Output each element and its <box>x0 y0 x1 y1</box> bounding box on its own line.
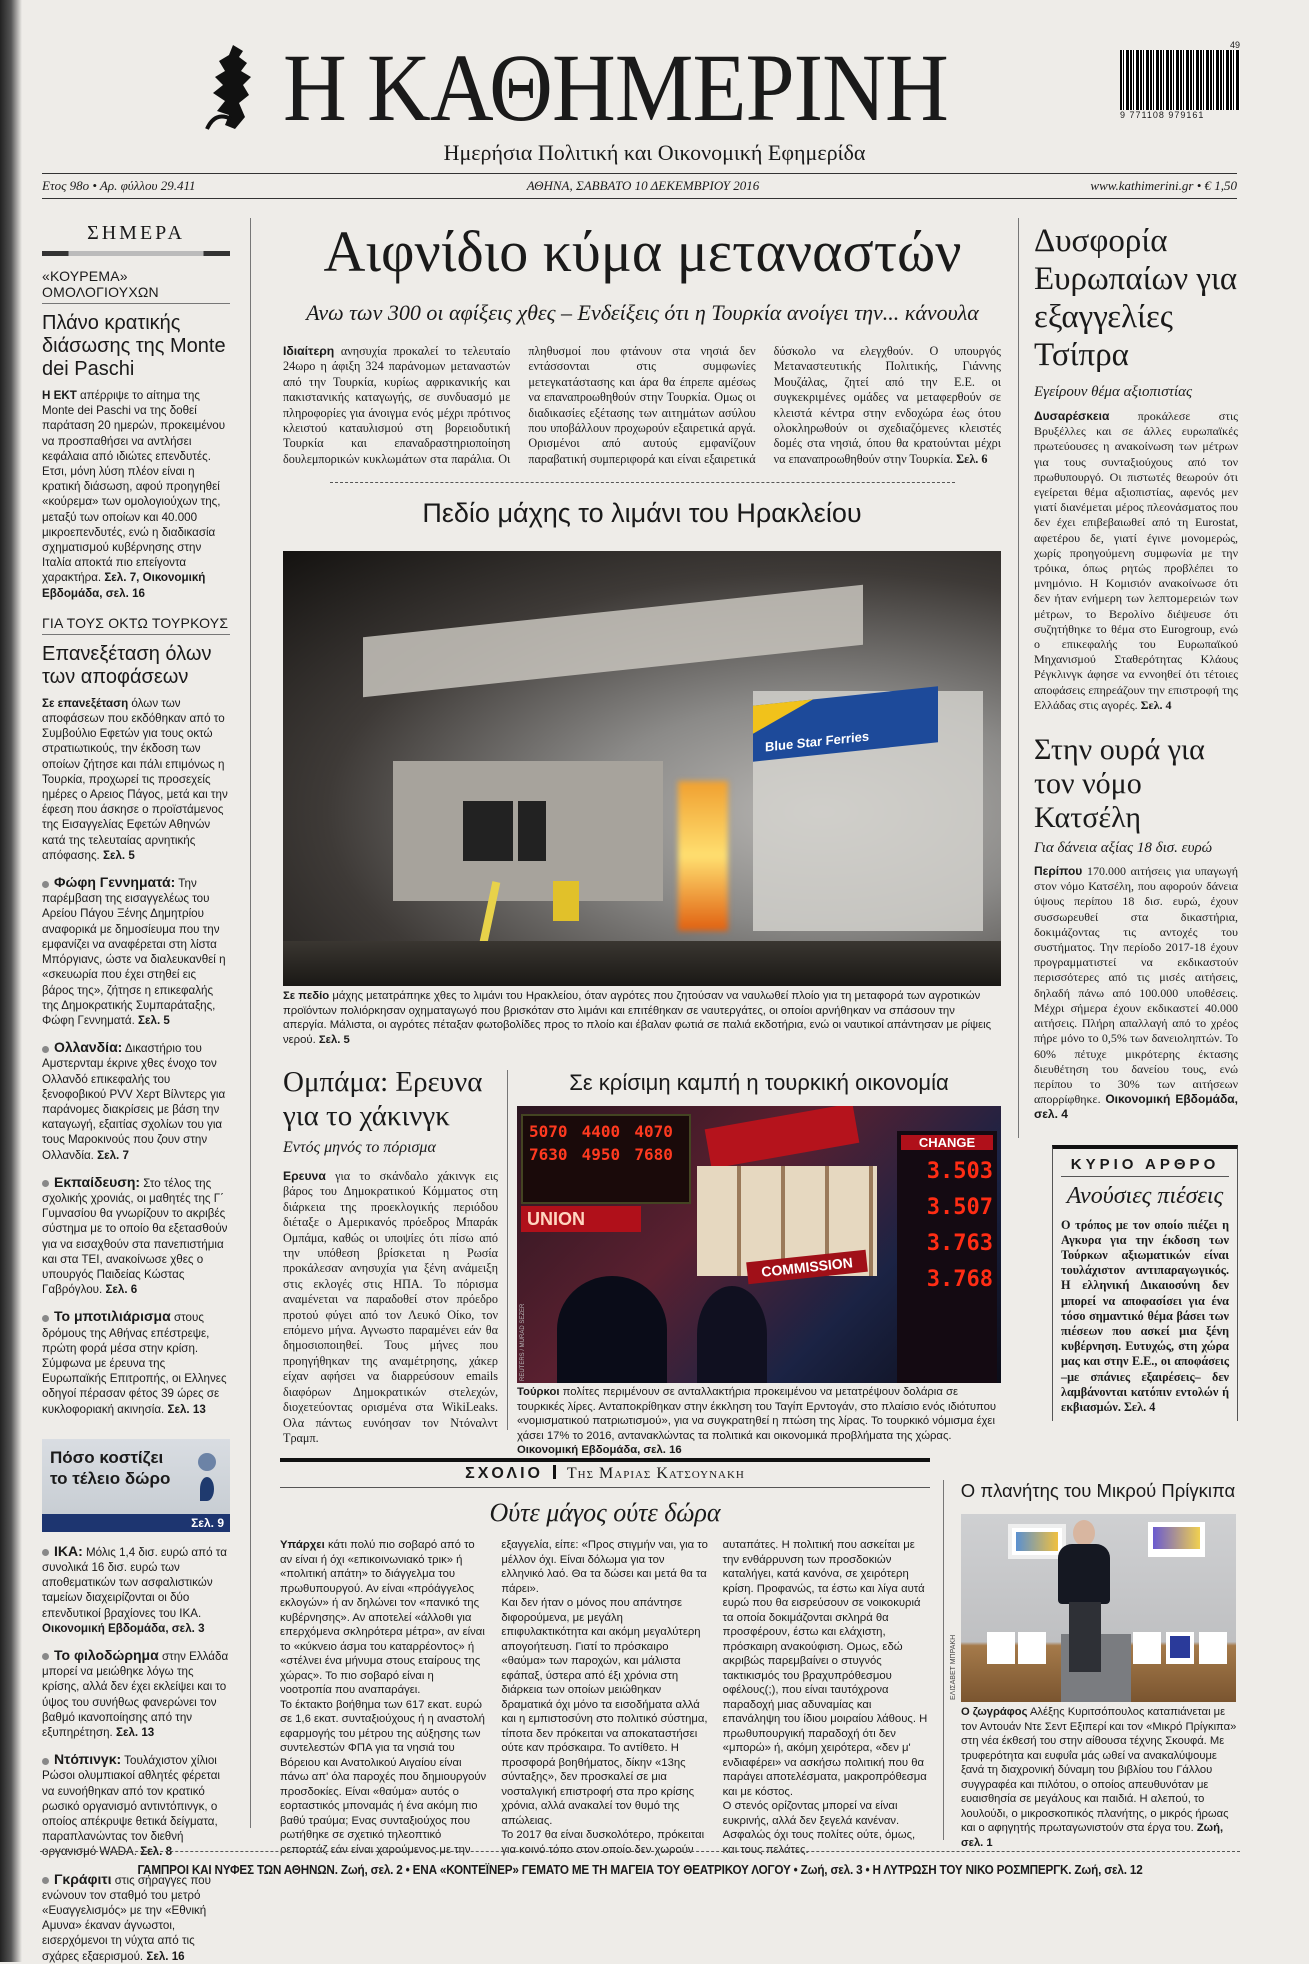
news-brief: Γκράφιτι στις σήραγγες που ενώνουν τον σταθμό του μετρό «Ευαγγελισμός» με την «Εθνική Αμυνα» έκαναν άγνωστοι, εισερχόμενοι τη νύχτα από τις σχάρες εξαερισμού. Σελ. 16 <box>42 1870 211 1963</box>
news-brief: Ολλανδία: Δικαστήριο του Αμστερνταμ έκρινε χθες ένοχο τον Ολλανδό επικεφαλής του ξενοφοβικού PVV Χερτ Βίλντερς για παράνομες διακρίσεις με βάση την καταγωγή, εξαιτίας σχολίων του για τους Μαροκινούς που ζουν στην Ολλανδία. Σελ. 7 <box>42 1039 226 1162</box>
promo-title: Πόσο κοστίζει το τέλειο δώρο <box>50 1447 171 1488</box>
article-subhead: Εγείρουν θέμα αξιοπιστίας <box>1034 384 1193 400</box>
news-brief: Ντόπινγκ: Τουλάχιστον χίλιοι Ρώσοι ολυμπιακοί αθλητές φέρεται να ευνοήθηκαν από τον κρατικό ρωσικό οργανισμό αντιντόπινγκ, ο οποίος απέκρυψε θετικά δείγματα, παραπλανώντας τον διεθνή οργανισμό WADA. Σελ. 8 <box>42 1751 221 1859</box>
today-column <box>42 222 230 1964</box>
rate-display: CHANGE 3.503 3.507 3.763 3.768 <box>897 1131 997 1383</box>
heraklion-headline[interactable]: Πεδίο μάχης το λιμάνι του Ηρακλείου <box>422 498 862 528</box>
board-rate: 4400 <box>581 1122 621 1141</box>
editorial-headline[interactable]: Ανούσιες πιέσεις <box>1066 1182 1224 1209</box>
article-headline[interactable]: Δυσφορία Ευρωπαίων για εξαγγελίες Τσίπρα <box>1034 223 1238 373</box>
union-sign: UNION <box>521 1206 641 1232</box>
gift-promo[interactable] <box>42 1439 230 1532</box>
exchange-rate: 3.768 <box>926 1267 993 1292</box>
bullet-icon <box>42 1315 49 1322</box>
article-headline[interactable]: Επανεξέταση όλων των αποφάσεων <box>42 642 212 688</box>
heraklion-caption: Σε πεδίο μάχης μετατράπηκε χθες το λιμάνι του Ηρακλείου, όταν αγρότες που ζητούσαν να ναυλωθεί πλοίο για τη μεταφορά των αγροτικών προϊόντων πολιόρκησαν οχηματαγωγό που βρισκόταν στο λιμάνι και επιτέθηκαν σε ναυτεργάτες, οι οποίοι αρνήθηκαν να σπάσουν την απεργία. Μάλιστα, οι αγρότες πέταξαν φωτοβολίδες προς το πλοίο και έβαλαν φωτιά σε παλιά εκδοτήρια, ενώ οι ναυτικοί απάντησαν με ρίψεις νερού. Σελ. 5 <box>283 990 992 1046</box>
barcode-issue: 49 <box>1229 40 1240 50</box>
article-headline[interactable]: Ομπάμα: Ερευνα για το χάκινγκ <box>283 1066 483 1132</box>
semicolon-icon <box>198 1453 216 1471</box>
bullet-icon <box>42 1653 49 1660</box>
harbor-fire-photo <box>283 551 1001 986</box>
editorial-box <box>1052 1145 1238 1422</box>
dashed-divider <box>40 1851 1240 1852</box>
article-subhead: Για δάνεια αξίας 18 δισ. ευρώ <box>1034 840 1213 857</box>
today-label: ΣΗΜΕΡΑ <box>87 222 185 244</box>
promo-page: Σελ. 9 <box>42 1514 230 1532</box>
date: ΑΘΗΝΑ, ΣΑΒΒΑΤΟ 10 ΔΕΚΕΜΒΡΙΟΥ 2016 <box>526 178 760 193</box>
comment-headline[interactable]: Ούτε μάγος ούτε δώρα <box>489 1498 721 1527</box>
barcode-number: 9 771108 979161 <box>1120 110 1205 120</box>
turkey-caption: Τούρκοι πολίτες περιμένουν σε ανταλλακτήρια προκειμένου να μετατρέψουν δολάρια σε τουρκικές λίρες. Ανταποκρίθηκαν στην έκκληση του Ταγίπ Ερντογάν, στο πλαίσιο ενός ιδιότυπου «νομισματικού πατριωτισμού», για να συγκρατηθεί η πτώση της λίρας. Το τουρκικό νόμισμα έχει χάσει 17% το 2016, αντανακλώντας τα πολιτικά και οικονομικά προβλήματα της χώρας. Οικονομική Εβδομάδα, σελ. 16 <box>517 1386 997 1457</box>
lead-headline[interactable]: Αιφνίδιο κύμα μεταναστών <box>323 219 962 284</box>
exchange-rate: 3.503 <box>926 1159 993 1184</box>
article-text: Σε επανεξέταση όλων των αποφάσεων που εκδόθηκαν από το Συμβούλιο Εφετών για τους οκτώ στρατιωτικούς, την έκδοση των οποίων ζήτησε και πάλι επιμόνως η Τουρκία, προχωρεί τις προσεχείς ημέρες ο Αρειος Πάγος, μετά και την έφεση που άσκησε ο προϊστάμενος της Εισαγγελίας Εφετών Αθηνών κατά της τελευταίας αρνητικής απόφασης. Σελ. 5 <box>42 696 228 862</box>
rate-board <box>521 1114 691 1204</box>
photo-credit: REUTERS / MURAD SEZER <box>520 1303 526 1381</box>
exchange-rate: 3.763 <box>926 1231 993 1256</box>
editorial-text: Ο τρόπος με τον οποίο πιέζει η Αγκυρα για την έκδοση των Τούρκων αξιωματικών είναι τουλάχιστον αντιπαραγωγικός. Η ελληνική Δικαιοσύνη δεν μπορεί να αποφασίσει για ένα τόσο σημαντικό θέμα βάσει των πιέσεων που ασκεί μια ξένη κυβέρνηση. Ευτυχώς, στη χώρα μας και στην Ε.Ε., οι αποφάσεις –με σπάνιες εξαιρέσεις– δεν λαμβάνονται κατόπιν εντολών ή εκβιασμών. Σελ. 4 <box>1061 1217 1229 1414</box>
column-divider <box>1018 218 1019 1138</box>
article-text: Η ΕΚΤ απέρριψε το αίτημα της Monte dei Paschi να της δοθεί παράταση 20 ημερών, προκειμένου να προσπαθήσει να αντλήσει κεφάλαια από ιδιώτες επενδυτές. Ετσι, μόνη λύση πλέον είναι η κρατική διάσωση, αφού προηγηθεί «κούρεμα» των ομολογιούχων της, μεταξύ των οποίων και 40.000 μικροεπενδυτές, ενώ η διαδικασία σχηματισμού κυβέρνησης στην Ιταλία αποκτά πιο επείγοντα χαρακτήρα. Σελ. 7, Οικονομική Εβδομάδα, σελ. 16 <box>42 389 226 600</box>
divider <box>42 198 1237 199</box>
bullet-icon <box>42 1758 49 1765</box>
board-rate: 7630 <box>529 1145 568 1164</box>
board-rate: 4950 <box>581 1145 621 1164</box>
newspaper-title: Η ΚΑΘΗΜΕΡΙΝΗ <box>283 34 948 141</box>
dashed-divider <box>330 482 955 483</box>
blue-star-ferries-sign: Blue Star Ferries <box>753 686 938 761</box>
page-edge-shadow <box>0 0 22 1962</box>
bullet-icon <box>42 1877 49 1884</box>
news-brief: Φώφη Γεννηματά: Την παρέμβαση της εισαγγελέως του Αρείου Πάγου Ξένης Δημητρίου αναφορικά με δημοσίευμα που την εμφανίζει να αναφέρεται στη λίστα Μπόργιανς, ώστε να διαλευκανθεί η «σκευωρία που έχει στηθεί εις βάρος της», ζήτησε η επικεφαλής της Δημοκρατικής Συμπαράταξης, Φώφη Γεννηματά. Σελ. 5 <box>42 874 226 1027</box>
article-headline[interactable]: Πλάνο κρατικής διάσωσης της Monte dei Paschi <box>42 312 226 380</box>
lead-subhead: Ανω των 300 οι αφίξεις χθες – Ενδείξεις ότι η Τουρκία ανοίγει την... κάνουλα <box>306 300 979 325</box>
exchange-office-photo <box>517 1106 1001 1383</box>
kicker: «ΚΟΥΡΕΜΑ» ΟΜΟΛΟΓΙΟΥΧΩΝ <box>42 268 230 304</box>
news-brief: Το φιλοδώρημα στην Ελλάδα μπορεί να μειώθηκε λόγω της κρίσης, αλλά δεν έχει εκλείψει και το ύψος του συνήθως φανερώνει τον βαθμό ικανοποίησης από την εξυπηρέτηση. Σελ. 13 <box>42 1647 229 1740</box>
news-brief: Εκπαίδευση: Στο τέλος της σχολικής χρονιάς, οι μαθητές της Γ΄ Γυμνασίου θα γνωρίζουν το ακριβές σύστημα με το οποίο θα εξετασθούν για να εισαχθούν στα πανεπιστήμια και στα ΤΕΙ, ανακοίνωσε χθες ο υπουργός Παιδείας Κώστας Γαβρόγλου. Σελ. 6 <box>42 1173 228 1297</box>
comment-text: Υπάρχει κάτι πολύ πιο σοβαρό από το αν είναι ή όχι «επικοινωνιακό τρικ» ή «πολιτική απάτη» το διάγγελμα του πρωθυπουργού. Αν είναι «πρόάγγελος εκλογών» ή αν δηλώνει τον «πανικό της κυβέρνησης». Αν αποτελεί «άλλοθι για επερχόμενα σκληρότερα μέτρα», αν είναι το «κύκνειο άσμα του καταρρέοντος» ή «στέλνει ένα μήνυμα στους εταίρους της χώρας». Το πιο σοβαρό είναι η νοοτροπία που αναπαράγει. Το έκτακτο βοήθημα των 617 εκατ. ευρώ σε 1,6 εκατ. συνταξιούχους ή η αναστολή εφαρμογής του μέτρου της αύξησης των συντελεστών ΦΠΑ για τα νησιά του Βόρειου και Ανατολικού Αιγαίου είναι πάνω απ' όλα παροχές που δημιουργούν προσδοκίες. Είναι «θαύμα» αυτός ο εορταστικός μποναμάς ή ένα ακόμη πιο βαθύ τραύμα; Ενας συνταξιούχος που ρωτήθηκε σε σχετικό τηλεοπτικό ρεπορτάζ εάν είναι χαρούμενος με την εξαγγελία, είπε: «Προς στιγμήν ναι, για το μέλλον όχι. Είναι δόλωμα για τον ελληνικό λαό. Θα τα δώσει και μετά θα τα πάρει». Και δεν ήταν ο μόνος που απάντησε διφορούμενα, με μεγάλη επιφυλακτικότητα και ακόμη μεγαλύτερη απογοήτευση. Γιατί το πρόσκαιρο «θαύμα» των παροχών, και μάλιστα εφάπαξ, ύστερα από έξι χρόνια στη διάρκεια των οποίων μειώθηκαν δραματικά όχι μόνο τα εισοδήματα αλλά και η εμπιστοσύνη στο πολιτικό σύστημα, τίποτα δεν πρόκειται να αποκαταστήσει ούτε καν πρόσκαιρα. Το αντίθετο. Η προσφορά βοηθήματος, δίκην «13ης σύνταξης», δεν προσκαλεί σε μια νοσταλγική επιστροφή στα προ κρίσης χρόνια, αλλά ανακαλεί τον θυμό της απώλειας. Το 2017 θα είναι δυσκολότερο, πρόκειται για κοινό τόπο στον οποίο δεν χωρούν αυταπάτες. Η πολιτική που ασκείται με την ενθάρρυνση των προσδοκιών καταλήγει, κατά κανόνα, σε χειρότερη κρίση. Προφανώς, τα έστω και λίγα αυτά ευρώ που θα εισρεύσουν σε νοικοκυριά τα οποία δοκιμάζονται σκληρά θα προσφέρουν, έστω και ελάχιστη, πρόσκαιρη ανακούφιση. Ομως, εδώ ακριβώς παρεμβαίνει ο στυγνός τακτικισμός του βραχυπρόθεσμου οφέλους(;), που είναι ταυτόχρονα παραδοχή μιας αδυναμίας και επανάληψη του ίδιου μοιραίου λάθους. Η πρωθυπουργική παραδοχή ότι δεν «μπορώ» ή, ακόμη χειρότερα, «δεν μ' ενδιαφέρει» να ασκήσω πολιτική που θα παράγει αποτελέσματα, μακροπρόθεσμα και με κόστος. Ο στενός ορίζοντας μπορεί να είναι ευκρινής, αλλά δεν ξεγελά κανέναν. Ασφαλώς όχι τους πολίτες ούτε, όμως, και τους πελάτες. <box>280 1539 928 1856</box>
masthead <box>195 34 1035 141</box>
bullet-icon <box>42 1549 49 1556</box>
bullet-icon <box>42 1180 49 1187</box>
photo-credit: ΕΛΙΣΑΒΕΤ ΜΠΡΑΚΗ <box>950 1634 957 1700</box>
kicker: ΓΙΑ ΤΟΥΣ ΟΚΤΩ ΤΟΥΡΚΟΥΣ <box>42 615 230 635</box>
divider <box>42 173 1237 174</box>
column-divider <box>943 1480 944 1840</box>
barcode-bars <box>1120 50 1240 110</box>
website-price[interactable]: www.kathimerini.gr • € 1,50 <box>1090 178 1237 193</box>
painter-photo <box>961 1514 1236 1702</box>
article-text: Ερευνα για το σκάνδαλο χάκινγκ εις βάρος του Δημοκρατικού Κόμματος στη διάρκεια της προεκλογικής περιόδου διέταξε ο Αμερικανός πρόεδρος Μπαράκ Ομπάμα, καθώς οι υποψίες ότι πίσω από την υπόθεση βρίσκεται η Ρωσία προκάλεσαν ανησυχία για ξένη ανάμειξη στις εκλογές στις ΗΠΑ. Το πόρισμα αναμένεται να παραδοθεί στον πρόεδρο προτού φύγει από τον Λευκό Οίκο, τον επόμενο μήνα. Αγνωστο παραμένει εάν θα δημοσιοποιηθεί. Τους μήνες που προηγήθηκαν της αναμέτρησης, χάκερ είχαν αφήσει να διαρρεύσουν emails διαφόρων Δημοκρατικών στελεχών, διοχετεύοντας ορισμένα στα WikiLeaks. Ολα πάντως ευνόησαν τον Ντόναλντ Τραμπ. <box>283 1169 498 1445</box>
prince-headline[interactable]: Ο πλανήτης του Μικρού Πρίγκιπα <box>960 1480 1236 1501</box>
turkey-headline[interactable]: Σε κρίσιμη καμπή η τουρκική οικονομία <box>569 1070 949 1095</box>
comment-label: ΣΧΟΛΙΟ <box>465 1465 543 1482</box>
board-rate: 5070 <box>529 1122 568 1141</box>
column-divider <box>507 1070 508 1430</box>
issue-info: Ετος 98ο • Αρ. φύλλου 29.411 <box>42 178 196 193</box>
lead-text: Ιδιαίτερη ανησυχία προκαλεί το τελευταίο 24ωρο η άφιξη 324 παράνομων μεταναστών από την Τουρκία, κυρίως αφρικανικής και πακιστανικής καταγωγής, σε συνδυασμό με πληροφορίες για άνοιγμα ενός μέχρι πρότινος κλειστού καταυλισμού στη βορειοδυτική Τουρκία και επαναδραστηριοποίηση δουλεμπορικών κυκλωμάτων στα παράλια. Οι πληθυσμοί που φτάνουν στα νησιά δεν εντάσσονται στις συμφωνίες μετεγκατάστασης και άρα θα έπρεπε αμέσως να επαναπροωθηθούν στην Τουρκία. Ομως οι διαδικασίες εξέτασης των αιτημάτων ασύλου που υποβάλλουν προχωρούν εξαιρετικά αργά. Ορισμένοι από αυτούς εμφανίζουν παραβατική συμπεριφορά και είναι εξαιρετικά δύσκολο να ελεγχθούν. Ο υπουργός Μεταναστευτικής Πολιτικής, Γιάννης Μουζάλας, ζητεί από την Ε.Ε. οι συγκεκριμένες ομάδες να μεταφερθούν σε κλειστά κέντρα στην ενδοχώρα έως ότου ολοκληρωθούν οι σχεδιαζόμενες κλειστές δομές στα νησιά, όπου θα κρατούνται μέχρι να επαναπροωθηθούν στην Τουρκία. Σελ. 6 <box>283 344 1001 466</box>
dateline <box>42 178 1237 194</box>
article-text: Περίπου 170.000 αιτήσεις για υπαγωγή στον νόμο Κατσέλη, που αφορούν δάνεια ύψους περίπου 18 δισ. ευρώ, έχουν συσσωρευθεί στα δικαστήρια, δοκιμάζοντας τις αντοχές του συστήματος. Την περίοδο 2017-18 έχουν προγραμματιστεί να εκδικαστούν περισσότερες από τις μισές αιτήσεις, δηλαδή πάνω από 100.000 υποθέσεις. Μέχρι σήμερα έχουν εκδικαστεί 40.000 αιτήσεις. Πλήρη απαλλαγή από το χρέος πήρε μόνο το 0,5% των δανειοληπτών. Το 60% πέτυχε μικρότερης έκτασης διευθέτηση του δανείου τους, ενώ περίπου το 30% των αιτήσεων απορρίφθηκε. Οικονομική Εβδομάδα, σελ. 4 <box>1034 864 1238 1122</box>
exchange-rate: 3.507 <box>926 1195 993 1220</box>
divider <box>280 1458 930 1462</box>
prince-caption: Ο ζωγράφος Αλέξης Κυριτσόπουλος καταπιάνεται με τον Αντουάν Ντε Σεντ Εξιπερί και τον «Μικρό Πρίγκιπα» στη νέα έκθεσή του στην αίθουσα τέχνης Σκουφά. Με τρυφερότητα και ευφυΐα μάς ωθεί να ανακαλύψουμε ξανά τη διαχρονική δύναμη του βιβλίου του Γάλλου συγγραφέα και πιλότου, ο οποίος απευθυνόταν με ευαισθησία σε μεγάλους και παιδιά. Η αλεπού, το λουλούδι, ο μικροσκοπικός πλανήτης, ο μικρός ήρωας και ο αφηγητής πρωταγωνιστούν στα έργα του. Ζωή, σελ. 1 <box>961 1706 1237 1849</box>
bullet-icon <box>42 881 49 888</box>
article-headline[interactable]: Στην ουρά για τον νόμο Κατσέλη <box>1034 733 1205 835</box>
article-text: Δυσαρέσκεια προκάλεσε στις Βρυξέλλες και σε άλλες ευρωπαϊκές πρωτεύουσες η ανακοίνωση των μέτρων για τους συνταξιούχους από τον πρωθυπουργό. Οι πιστωτές θεωρούν ότι εγείρεται θέμα αξιοπιστίας, αφενός μεν γιατί διανέμεται μέρος πλεονάσματος που δεν έχει επιβεβαιωθεί από τη Eurostat, αφετέρου δε, γιατί έγινε μονομερώς, χωρίς προηγούμενη συμφωνία με την τρόικα, όπως ρητώς προβλέπει το μνημόνιο. Η Κομισιόν ανακοίνωσε ότι δεν ήταν ενήμερη των λεπτομερειών των μέτρων, το Βερολίνο διέψευσε ότι συζητήθηκε το θέμα στο Eurogroup, ενώ ο επικεφαλής του Ευρωπαϊκού Μηχανισμού Σταθερότητας Κλάους Ρέγκλινγκ άφησε να εννοηθεί ότι τέτοιες αποφάσεις επηρεάζουν την επιστροφή της Ελλάδας στις αγορές. Σελ. 4 <box>1034 409 1238 712</box>
fire <box>678 781 728 931</box>
bullet-icon <box>42 1046 49 1053</box>
commission-sign: COMMISSION <box>746 1250 868 1284</box>
news-brief: ΙΚΑ: Μόλις 1,4 δισ. ευρώ από τα συνολικά 16 δισ. ευρώ των αποθεματικών των ασφαλιστικών ταμείων διαχειρίζονται οι δύο επενδυτικοί βραχίονες του ΙΚΑ. Οικονομική Εβδομάδα, σελ. 3 <box>42 1542 227 1635</box>
comment-header <box>280 1465 930 1488</box>
footer-teasers[interactable]: ΓΑΜΠΡΟΙ ΚΑΙ ΝΥΦΕΣ ΤΩΝ ΑΘΗΝΩΝ. Ζωή, σελ. 2 • ΕΝΑ «ΚΟΝΤΕΪΝΕΡ» ΓΕΜΑΤΟ ΜΕ ΤΗ ΜΑΓΕΙΑ ΤΟΥ ΘΕΑΤΡΙΚΟΥ ΛΟΓΟΥ • Ζωή, σελ. 3 • Η ΛΥΤΡΩΣΗ ΤΟΥ ΝΙΚΟ ΡΟΣΜΠΕΡΓΚ. Ζωή, σελ. 12 <box>137 1863 1143 1877</box>
column-divider <box>250 218 251 1828</box>
article-subhead: Εντός μηνός το πόρισμα <box>283 1139 436 1156</box>
today-rule <box>42 251 230 256</box>
masthead-subtitle: Ημερήσια Πολιτική και Οικονομική Εφημερίδα <box>443 140 866 165</box>
right-column <box>1034 222 1238 1421</box>
board-rate: 4070 <box>634 1122 673 1141</box>
comment-author: Της Μαριας Κατσουνακη <box>566 1465 745 1482</box>
barcode <box>1120 40 1240 122</box>
obama-article <box>283 1065 498 1446</box>
griffin-logo-icon <box>195 41 265 136</box>
board-rate: 7680 <box>634 1145 673 1164</box>
editorial-label: ΚΥΡΙΟ ΑΡΘΡΟ <box>1061 1156 1229 1177</box>
news-brief: Το μποτιλιάρισμα στους δρόμους της Αθήνας επέστρεψε, πρώτη φορά μέσα στην κρίση. Σύμφωνα με έρευνα της Ευρωπαϊκής Επιτροπής, οι Ελληνες οδηγοί πέρασαν φέτος 39 ώρες σε κυκλοφοριακή ακινησία. Σελ. 13 <box>42 1308 227 1416</box>
semicolon-icon <box>200 1477 214 1501</box>
